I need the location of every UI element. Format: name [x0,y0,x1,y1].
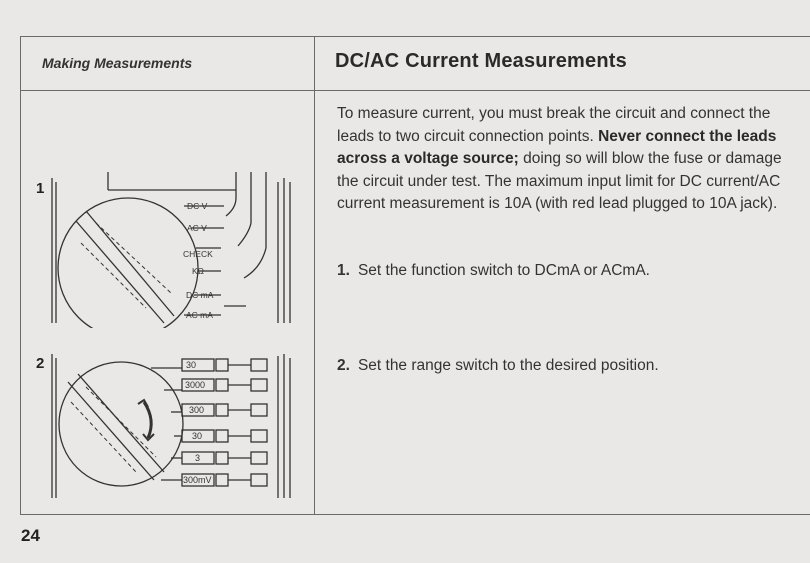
step-1-number: 1. [337,262,350,279]
figure-2-number: 2 [36,355,45,372]
figure-1-number: 1 [36,180,45,197]
page-title: DC/AC Current Measurements [335,50,627,72]
page-number: 24 [21,526,40,545]
range-switch-diagram [46,352,301,500]
step-2-text: Set the range switch to the desired position. [357,357,659,374]
intro-warning: Never connect the leads across a voltage source; [337,127,777,167]
section-label: Making Measurements [42,55,193,71]
label-kohm: KΩ [192,266,205,276]
column-divider [314,36,315,515]
range-label-300mv: 300mV [183,475,212,485]
range-label-3000: 3000 [185,380,206,390]
step-1-text: Set the function switch to DCmA or ACmA. [357,262,650,279]
label-ac-ma: AC mA [186,310,213,320]
step-2 [337,357,659,375]
label-dc-v: DC V [187,201,208,211]
range-label-30: 30 [186,360,197,370]
intro-text-2: doing so will blow the fuse or damage the circuit under test. The maximum input limit for DC current/AC current measurement is 10A (with red lead plugged to 10A jack). [337,150,782,212]
label-check: CHECK [183,249,213,259]
label-ac-v: AC V [187,223,207,233]
label-dc-ma: DC mA [186,290,214,300]
header-divider [20,90,810,91]
intro-text-1: To measure current, you must break the circuit and connect the leads to two circuit connection points. [337,105,771,145]
range-label-300: 300 [189,405,205,415]
step-2-number: 2. [337,357,350,374]
function-switch-diagram [46,168,301,328]
range-label-30b: 30 [192,431,203,441]
range-label-3: 3 [195,453,201,463]
step-1 [337,262,650,280]
intro-paragraph [337,103,807,216]
